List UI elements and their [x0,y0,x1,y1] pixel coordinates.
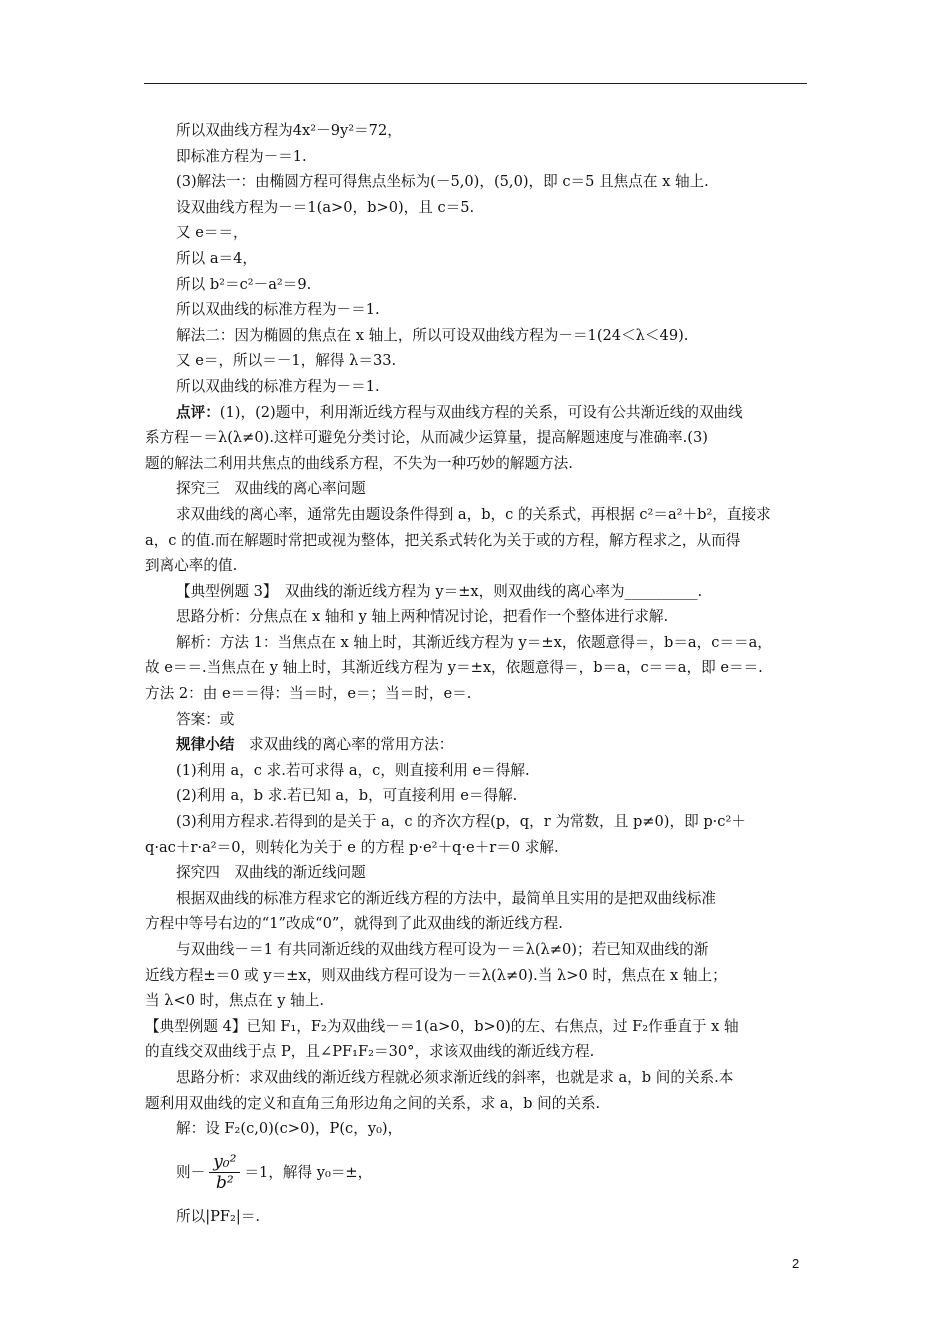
text-line: 与双曲线－＝1 有共同渐近线的双曲线方程可设为－＝λ(λ≠0)；若已知双曲线的渐 [176,941,709,958]
text-line: q·ac＋r·a²＝0，则转化为关于 e 的方程 p·e²＋q·e＋r＝0 求解. [145,838,559,856]
text-line: 根据双曲线的标准方程求它的渐近线方程的方法中，最简单且实用的是把双曲线标准 [176,889,716,907]
comment-line [145,400,807,426]
text-line: 题的解法二利用共焦点的曲线系方程，不失为一种巧妙的解题方法. [145,454,573,472]
section-heading: 探究三 双曲线的离心率问题 [176,480,366,498]
text-line: 求双曲线的离心率，通常先由题设条件得到 a，b，c 的关系式，再根据 c²＝a²＋b²，直接求 [176,505,771,523]
text-line: (2)利用 a，b 求.若已知 a，b，可直接利用 e＝得解. [176,787,518,805]
summary-text: 求双曲线的离心率的常用方法： [234,736,454,754]
text-line: 所以 a＝4， [176,249,257,267]
text-line: 所以 b²＝c²－a²＝9. [176,275,312,293]
comment-label: 点评： [176,403,220,421]
section-heading: 探究四 双曲线的渐近线问题 [176,864,366,882]
text-line: 思路分析：分焦点在 x 轴和 y 轴上两种情况讨论，把看作一个整体进行求解. [176,608,669,626]
text-line: 又 e＝＝， [176,224,248,242]
text-line: 题利用双曲线的定义和直角三角形边角之间的关系，求 a，b 间的关系. [145,1094,601,1112]
text-line: 方程中等号右边的“1”改成“0”，就得到了此双曲线的渐近线方程. [145,915,563,933]
text-line: 即标准方程为－＝1. [176,147,307,165]
answer-line: 答案：或 [176,710,235,728]
text-line: 解：设 F₂(c,0)(c>0)，P(c，y₀)， [176,1120,403,1138]
text-line: (3)解法一：由椭圆方程可得焦点坐标为(－5,0)，(5,0)，即 c＝5 且焦点在 x 轴上. [176,173,709,191]
fraction-denominator: b² [215,1173,234,1194]
page-number: 2 [792,1256,800,1271]
text-line: 解法二：因为椭圆的焦点在 x 轴上，所以可设双曲线方程为－＝1(24＜λ＜49). [176,326,689,344]
text-line: 系方程－＝λ(λ≠0).这样可避免分类讨论，从而减少运算量，提高解题速度与准确率.(3) [145,429,708,447]
summary-line [145,732,807,758]
text-line: 到离心率的值. [145,557,238,575]
text-line: 思路分析：求双曲线的渐近线方程就必须求渐近线的斜率，也就是求 a，b 间的关系.本 [176,1068,734,1086]
fraction-suffix: ＝1，解得 y₀＝±， [244,1163,373,1181]
example-heading: 【典型例题 4】已知 F₁，F₂为双曲线－＝1(a>0，b>0)的左、右焦点，过 F₂作垂直于 x 轴 [145,1017,739,1035]
text-line: (1)利用 a，c 求.若可求得 a，c，则直接利用 e＝得解. [176,761,530,779]
header-rule [144,83,807,84]
text-line: 又 e＝，所以＝－1，解得 λ＝33. [176,352,397,370]
text-line: a，c 的值.而在解题时常把或视为整体，把关系式转化为关于或的方程，解方程求之，从而得 [145,531,741,549]
text-line: 所以双曲线的标准方程为－＝1. [176,301,380,319]
text-line: 近线方程±＝0 或 y＝±x，则双曲线方程可设为－＝λ(λ≠0).当 λ>0 时，焦点在 x 轴上； [145,966,727,984]
fraction-prefix: 则－ [176,1163,206,1181]
summary-label: 规律小结 [176,736,235,754]
comment-text: (1)，(2)题中，利用渐近线方程与双曲线方程的关系，可设有公共渐近线的双曲线 [219,403,743,421]
text-line: 设双曲线方程为－＝1(a>0，b>0)，且 c＝5. [176,198,475,216]
text-line: 方法 2：由 e＝＝得：当＝时，e＝；当＝时，e＝. [145,685,472,703]
fraction [209,1152,240,1193]
text-line: 故 e＝＝.当焦点在 y 轴上时，其渐近线方程为 y＝±x，依题意得＝，b＝a，c＝＝a，即 e＝＝. [145,659,763,677]
fraction-numerator: y₀² [209,1152,240,1173]
text-line: 解析：方法 1：当焦点在 x 轴上时，其渐近线方程为 y＝±x，依题意得＝，b＝a，c＝＝a， [176,633,772,651]
text-line: 所以双曲线的标准方程为－＝1. [176,377,380,395]
text-line: 当 λ<0 时，焦点在 y 轴上. [145,992,324,1010]
page-body [145,118,807,1229]
fraction-line [145,1142,807,1204]
text-line: 所以|PF₂|＝. [176,1207,261,1225]
example-heading: 【典型例题 3】 双曲线的渐近线方程为 y＝±x，则双曲线的离心率为__________. [176,582,703,600]
text-line: (3)利用方程求.若得到的是关于 a，c 的齐次方程(p，q，r 为常数，且 p≠0)，即 p·c²＋ [176,813,746,831]
text-line: 所以双曲线方程为4x²－9y²＝72， [176,122,402,139]
text-line: 的直线交双曲线于点 P，且∠PF₁F₂＝30°，求该双曲线的渐近线方程. [145,1043,595,1061]
